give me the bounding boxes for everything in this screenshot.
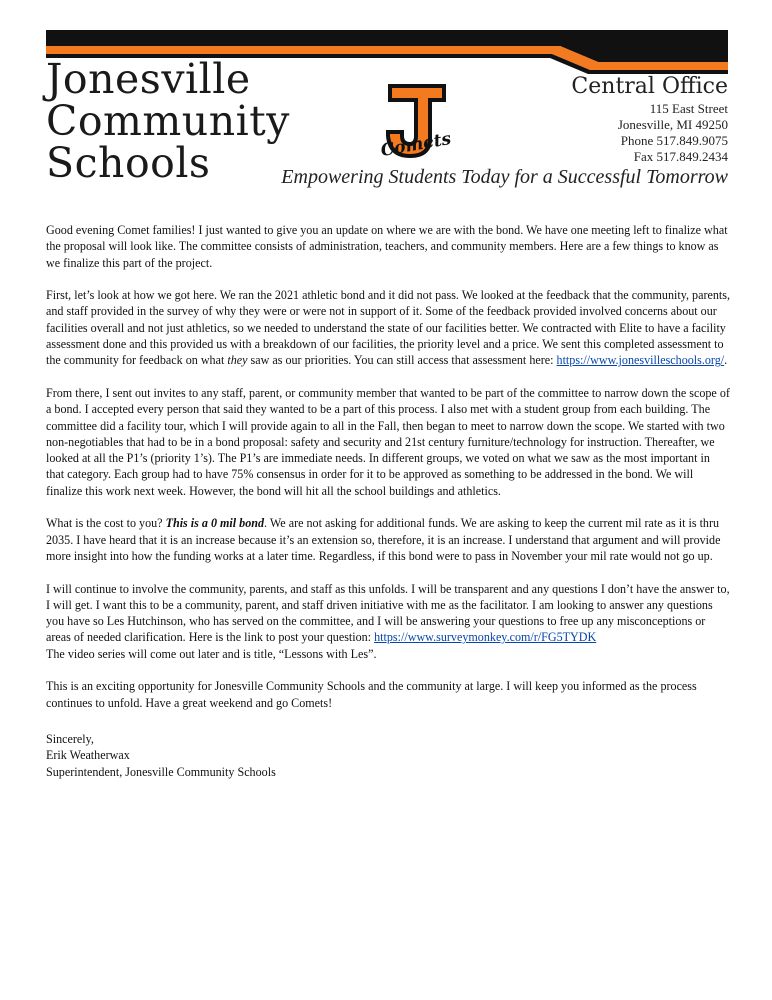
- signer-title: Superintendent, Jonesville Community Schools: [46, 764, 276, 779]
- address-city: Jonesville, MI 49250: [617, 117, 728, 132]
- tagline: Empowering Students Today for a Successful Tomorrow: [281, 166, 728, 188]
- paragraph-involvement-text: I will continue to involve the community, parents, and staff as this unfolds. I will be transparent and any questions I don’t have the answer to, I will get. I want this to be a community, parent, and staff driven initiative with me as the facilitator. I am looking to answer any questions you have so Les Hutchinson, who has served on the committee, and I will be answering your questions to free up any misconceptions or areas of needed clarification. Here is the link to post your question:: [46, 581, 730, 645]
- signature-block: [46, 731, 730, 780]
- paragraph-history: [46, 287, 730, 368]
- emphasis-they: they: [227, 353, 248, 368]
- address-street: 115 East Street: [649, 101, 728, 116]
- closing-salutation: Sincerely,: [46, 731, 94, 746]
- district-name-line1: Jonesville: [46, 55, 251, 103]
- fax-number: Fax 517.849.2434: [633, 149, 728, 164]
- paragraph-cost-text: What is the cost to you?: [46, 516, 166, 531]
- zero-mil-emphasis: This is a 0 mil bond: [165, 516, 265, 531]
- assessment-link[interactable]: https://www.jonesvilleschools.org/: [556, 353, 725, 368]
- paragraph-involvement: [46, 581, 730, 662]
- phone-number: Phone 517.849.9075: [620, 133, 728, 148]
- office-title: Central Office: [571, 74, 728, 99]
- logo-script-text: Comets: [379, 128, 453, 162]
- paragraph-history-text: First, let’s look at how we got here. We ran the 2021 athletic bond and it did not pass. We looked at the feedback that the community, parents, and staff provided in the survey of why they were or were not in support of it. Some of the feedback provided involved concerns about our facilities overall and not just athletics, so we needed to understand the state of our facilities better. We contracted with Elite to have a facility assessment done and this provided us with a breakdown of our facilities, the priority level and a price. We sent this completed assessment to the community for feedback on what: [46, 288, 730, 368]
- district-name-line2: Community: [46, 97, 290, 145]
- district-name: [46, 55, 290, 187]
- paragraph-cost-text-2: . We are not asking for additional funds. We are asking to keep the current mil rate as it is thru 2035. I have heard that it is an increase because it’s an extension so, therefore, it is an increase. I understand that argument and will provide more insight into how the funding works at a later time. Regardless, if this bond were to pass in November your mil rate would not go up.: [46, 516, 721, 563]
- signer-name: Erik Weatherwax: [46, 748, 130, 763]
- paragraph-greeting: Good evening Comet families! I just wanted to give you an update on where we are with the bond. We have one meeting left to finalize what the proposal will look like. The committee consists of administration, teachers, and community members. Here are a few things to know as we finalize this part of the project.: [46, 223, 728, 270]
- district-name-line3: Schools: [46, 139, 211, 187]
- survey-link[interactable]: https://www.surveymonkey.com/r/FG5TYDK: [374, 630, 597, 645]
- video-series-note: The video series will come out later and is title, “Lessons with Les”.: [46, 646, 377, 661]
- period: .: [724, 353, 728, 368]
- paragraph-history-text-2: saw as our priorities. You can still access that assessment here:: [247, 353, 557, 368]
- office-contact: [618, 101, 728, 165]
- letter-body: [46, 222, 730, 780]
- letterhead: [0, 0, 772, 200]
- paragraph-committee: From there, I sent out invites to any staff, parent, or community member that wanted to be part of the committee to narrow down the scope of a bond. I accepted every person that said they wanted to be a part of this process. I also met with a student group from each building. The committee did a facility tour, which I will provide again to all in the Fall, then began to meet to narrow down the scope. We started with two non-negotiables that had to be in a bond proposal: safety and security and 21st century furniture/technology for instruction. Thereafter, we looked at all the P1’s (priority 1’s). The P1’s are immediate needs. In different groups, we voted on what we saw as the most important in that category. Each group had to have 75% consensus in order for it to be approved as something to be addressed in the bond. We will finalize this work next week. However, the bond will hit all the school buildings and athletics.: [46, 385, 730, 498]
- paragraph-closing: This is an exciting opportunity for Jonesville Community Schools and the community at large. I will keep you informed as the process continues to unfold. Have a great weekend and go Comets!: [46, 679, 697, 710]
- paragraph-cost: [46, 515, 730, 564]
